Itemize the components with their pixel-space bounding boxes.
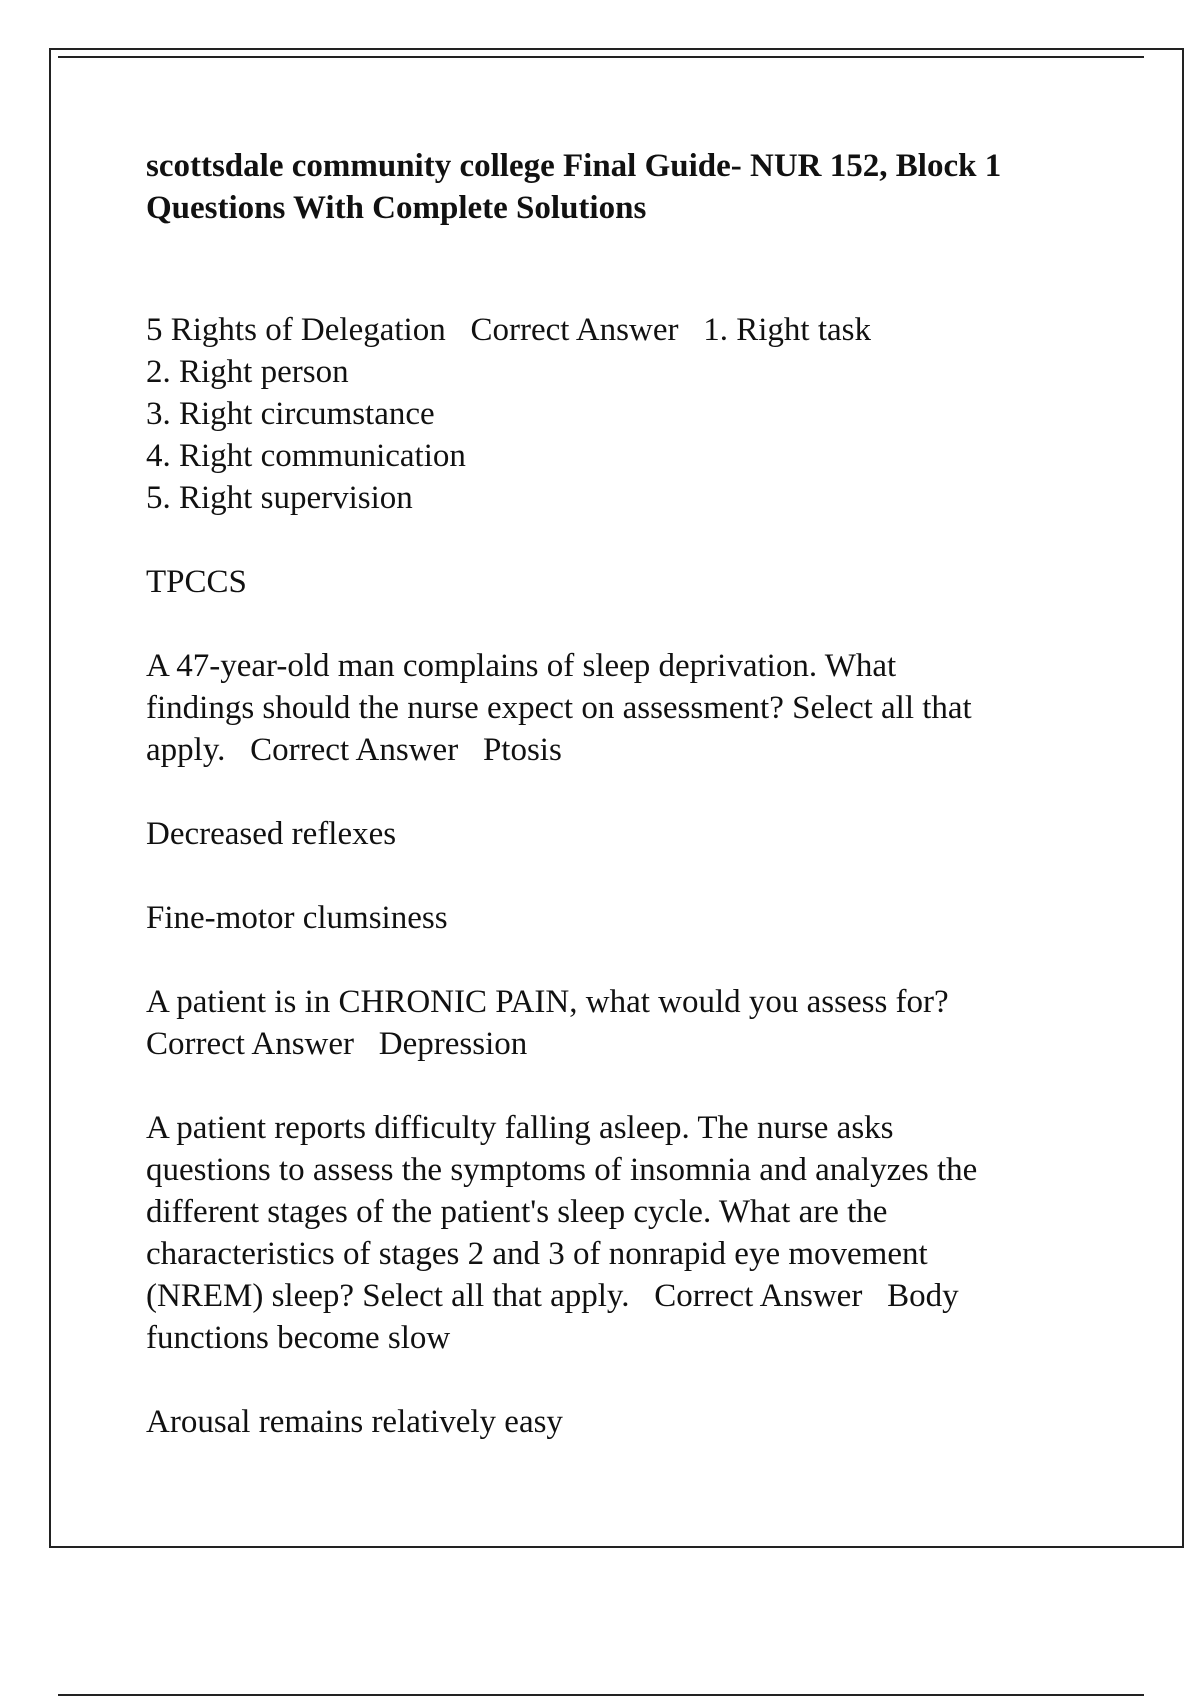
spacer bbox=[146, 519, 1096, 561]
spacer bbox=[146, 1359, 1096, 1401]
document-title-line-1: scottsdale community college Final Guide- NUR 152, Block 1 bbox=[146, 148, 1002, 184]
qa-chronic-pain: A patient is in CHRONIC PAIN, what would you assess for? Correct Answer Depression bbox=[146, 984, 949, 1062]
qa-mnemonic: TPCCS bbox=[146, 564, 247, 600]
footer-rule bbox=[58, 1694, 1144, 1696]
document-body bbox=[146, 145, 1096, 1443]
qa-sleep-deprivation-question: A 47-year-old man complains of sleep deprivation. What findings should the nurse expect on assessment? Select all that apply. Correct Answer Ptosis bbox=[146, 648, 972, 768]
document-title-line-2: Questions With Complete Solutions bbox=[146, 190, 647, 226]
qa-nrem-sleep-question: A patient reports difficulty falling asleep. The nurse asks questions to assess the symptoms of insomnia and analyzes the different stages of the patient's sleep cycle. What are the characteristics of stages 2 and 3 of nonrapid eye movement (NREM) sleep? Select all that apply. Correct Answer Body functions become slow bbox=[146, 1110, 978, 1356]
qa-answer-arousal: Arousal remains relatively easy bbox=[146, 1404, 563, 1440]
spacer bbox=[146, 939, 1096, 981]
qa-delegation-rights: 5 Rights of Delegation Correct Answer 1. Right task 2. Right person 3. Right circumstance 4. Right communication 5. Right supervision bbox=[146, 312, 871, 516]
spacer bbox=[146, 603, 1096, 645]
header-rule bbox=[58, 56, 1144, 58]
spacer bbox=[146, 229, 1096, 309]
qa-answer-clumsiness: Fine-motor clumsiness bbox=[146, 900, 448, 936]
spacer bbox=[146, 855, 1096, 897]
spacer bbox=[146, 771, 1096, 813]
spacer bbox=[146, 1065, 1096, 1107]
qa-answer-reflexes: Decreased reflexes bbox=[146, 816, 397, 852]
